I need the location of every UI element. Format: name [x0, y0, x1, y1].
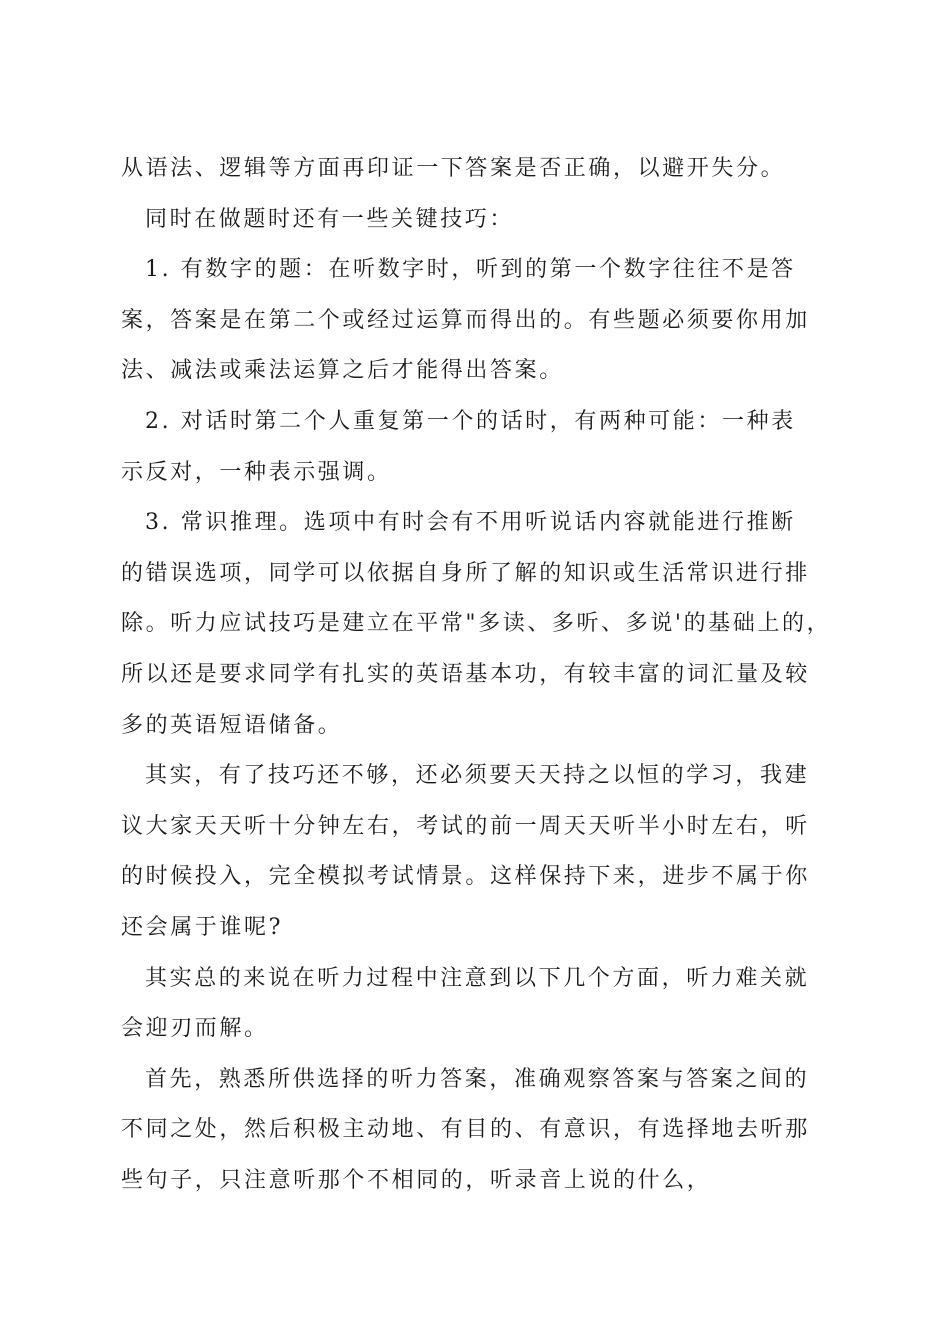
text-line: 不同之处，然后积极主动地、有目的、有意识，有选择地去听那: [121, 1117, 810, 1143]
text-line: 会迎刃而解。: [121, 1016, 269, 1042]
text-line: 多的英语短语储备。: [121, 712, 343, 738]
text-line: 1. 有数字的题：在听数字时，听到的第一个数字往往不是答: [145, 257, 796, 283]
text-line: 首先，熟悉所供选择的听力答案，准确观察答案与答案之间的: [145, 1066, 810, 1092]
text-line: 法、减法或乘法运算之后才能得出答案。: [121, 358, 564, 384]
text-line: 案，答案是在第二个或经过运算而得出的。有些题必须要你用加: [121, 307, 810, 333]
document-body: [121, 144, 841, 1206]
text-line: 所以还是要求同学有扎实的英语基本功，有较丰富的词汇量及较: [121, 661, 810, 687]
text-line: 从语法、逻辑等方面再印证一下答案是否正确，以避开失分。: [121, 156, 786, 181]
text-line: 议大家天天听十分钟左右，考试的前一周天天听半小时左右，听: [121, 813, 810, 839]
text-line: 其实，有了技巧还不够，还必须要天天持之以恒的学习，我建: [145, 763, 810, 789]
text-line: 其实总的来说在听力过程中注意到以下几个方面，听力难关就: [145, 965, 810, 991]
text-line: 示反对，一种表示强调。: [121, 459, 392, 485]
text-line: 的时候投入，完全模拟考试情景。这样保持下来，进步不属于你: [121, 864, 810, 890]
text-line: 3. 常识推理。选项中有时会有不用听说话内容就能进行推断: [145, 510, 796, 536]
text-line: 些句子，只注意听那个不相同的，听录音上说的什么，: [121, 1167, 712, 1193]
text-line: 2. 对话时第二个人重复第一个的话时，有两种可能：一种表: [145, 408, 796, 434]
text-line: 还会属于谁呢?: [121, 914, 283, 940]
text-line: 除。听力应试技巧是建立在平常"多读、多听、多说'的基础上的，: [121, 611, 832, 637]
text-line: 的错误选项，同学可以依据自身所了解的知识或生活常识进行排: [121, 560, 810, 586]
text-line: 同时在做题时还有一些关键技巧：: [145, 206, 515, 232]
